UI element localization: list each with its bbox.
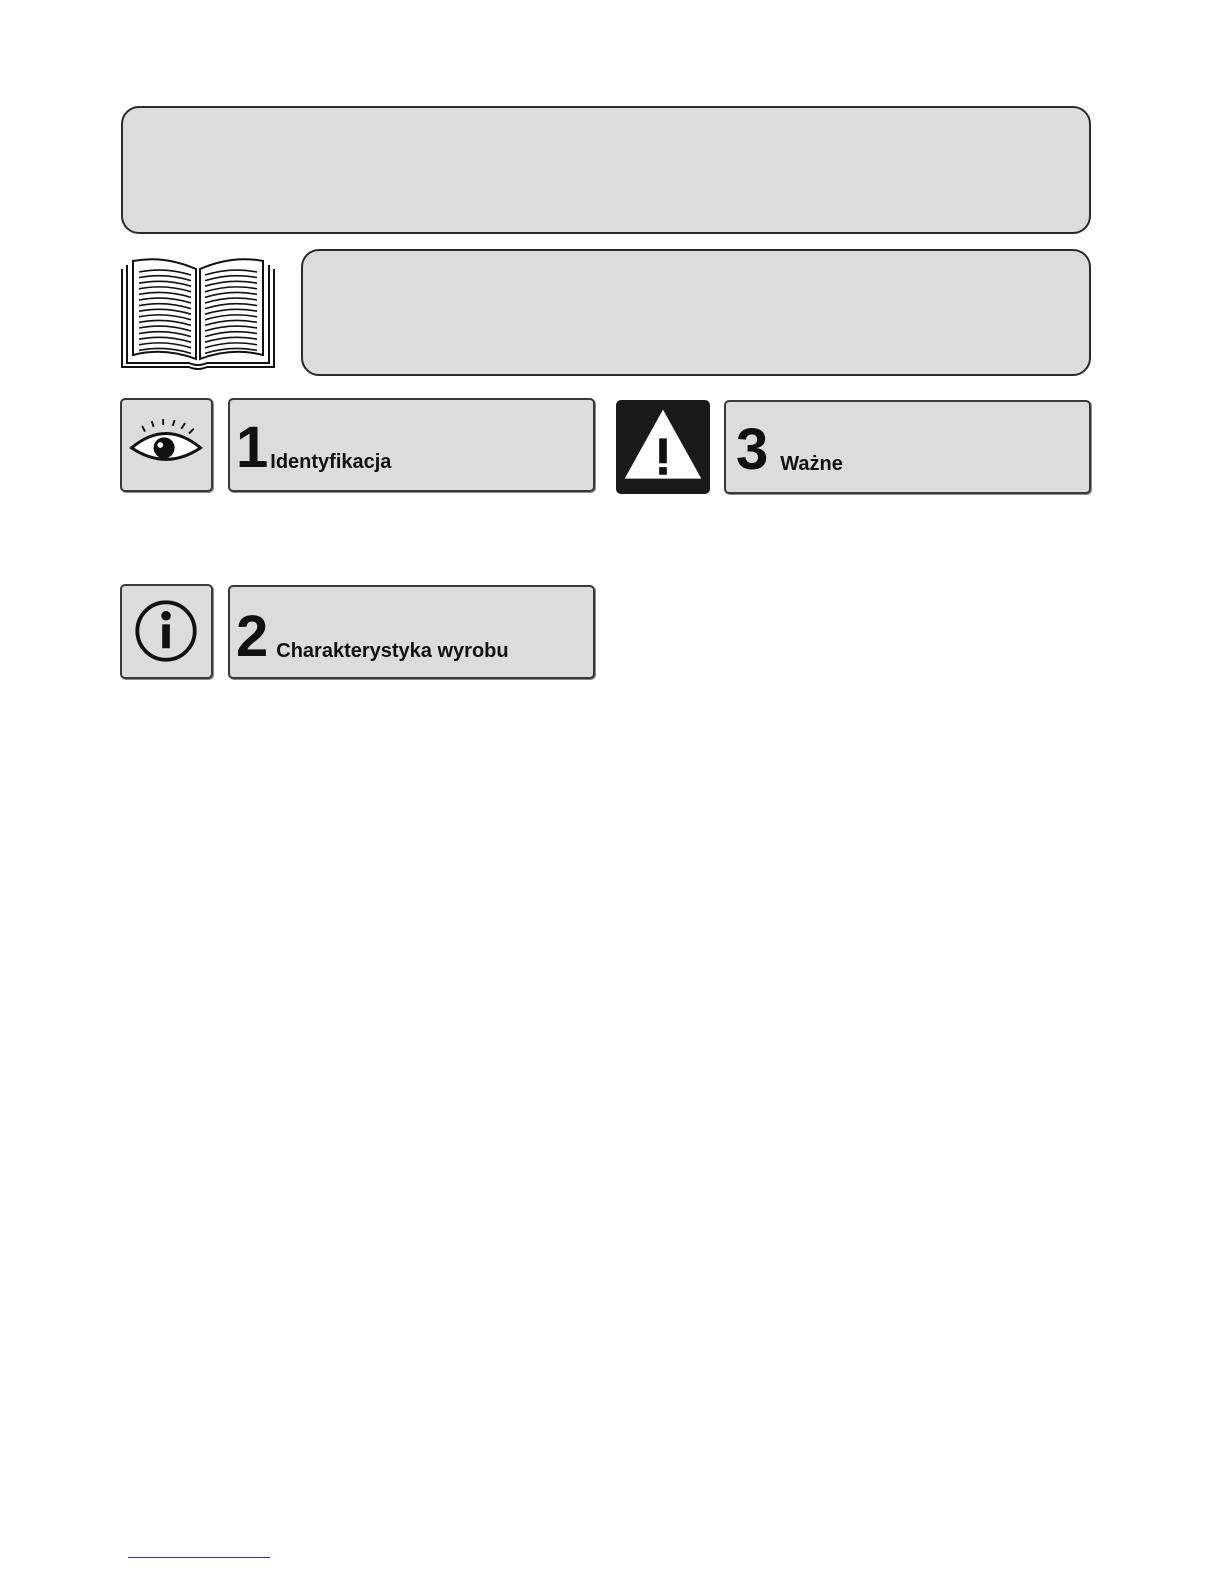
top-panel <box>121 106 1091 234</box>
section-1-number: 1 <box>236 415 269 480</box>
eye-icon-box <box>120 398 213 492</box>
eye-icon <box>122 400 211 490</box>
section-3-number: 3 <box>736 417 769 482</box>
warning-icon <box>618 402 708 492</box>
footer-link-line <box>128 1557 270 1558</box>
section-2-title: Charakterystyka wyrobu <box>276 640 509 662</box>
section-3-box <box>724 400 1091 494</box>
info-icon-box <box>120 584 213 679</box>
section-1-title: Identyfikacja <box>270 451 392 473</box>
section-2-box <box>228 585 595 679</box>
info-icon <box>122 586 211 677</box>
intro-panel <box>301 249 1091 376</box>
section-1-box <box>228 398 595 492</box>
open-book-icon <box>119 255 277 373</box>
warning-icon-box <box>616 400 710 494</box>
section-2-number: 2 <box>236 604 269 669</box>
section-3-title: Ważne <box>780 453 843 475</box>
